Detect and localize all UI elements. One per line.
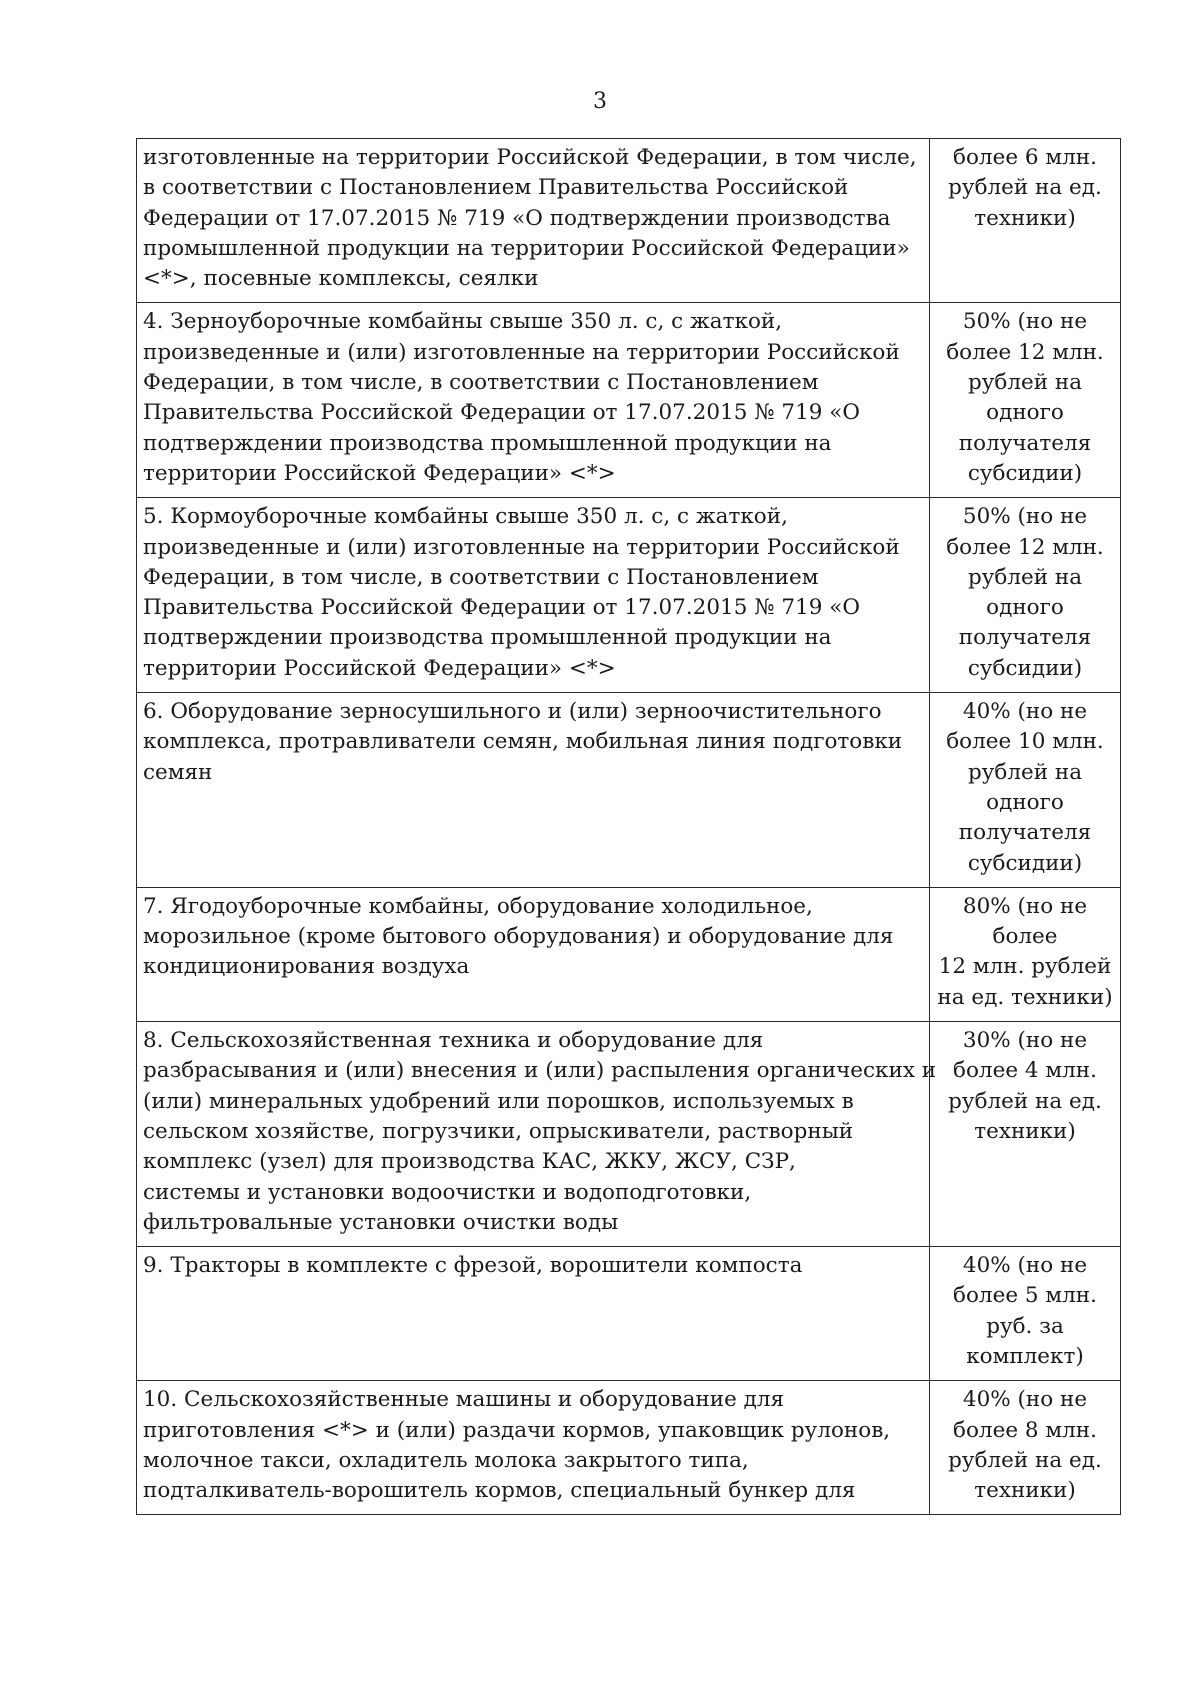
- amount-line: получателя: [958, 820, 1092, 846]
- amount-line: техники): [974, 1478, 1076, 1504]
- amount-line: 40% (но не: [962, 1387, 1088, 1413]
- description-line: комплекса, протравливатели семян, мобильная линия подготовки: [143, 729, 903, 755]
- amount-line: рублей на: [967, 370, 1083, 396]
- amount-line: 40% (но не: [962, 699, 1088, 725]
- description-line: 5. Кормоуборочные комбайны свыше 350 л. с, с жаткой,: [143, 504, 788, 530]
- amount-line: более 10 млн.: [946, 729, 1104, 755]
- amount-line: получателя: [958, 625, 1092, 651]
- amount-line: более 12 млн.: [946, 339, 1104, 365]
- amount-line: более 6 млн.: [953, 145, 1097, 170]
- description-line: 7. Ягодоуборочные комбайны, оборудование холодильное,: [143, 893, 813, 919]
- amount-line: рублей на: [967, 759, 1083, 785]
- amount-line: субсидии): [967, 850, 1083, 876]
- table-row: [137, 1381, 1121, 1515]
- equipment-description-cell: [137, 887, 930, 1021]
- table-row: [137, 139, 1121, 303]
- amount-line: рублей на: [967, 564, 1083, 590]
- subsidy-amount-cell: [930, 1247, 1121, 1381]
- table-row: [137, 887, 1121, 1021]
- amount-line: комплект): [966, 1343, 1084, 1369]
- equipment-description-cell: [137, 498, 930, 693]
- amount-line: более 4 млн.: [953, 1058, 1097, 1084]
- description-line: Федерации от 17.07.2015 № 719 «О подтверждении производства: [143, 205, 891, 231]
- subsidy-amount-cell: [930, 498, 1121, 693]
- amount-line: 12 млн. рублей: [938, 954, 1112, 980]
- amount-line: субсидии): [967, 460, 1083, 486]
- amount-line: более 8 млн.: [953, 1417, 1097, 1443]
- description-line: фильтровальные установки очистки воды: [143, 1209, 619, 1235]
- description-line: 6. Оборудование зерносушильного и (или) зерноочистительного: [143, 699, 882, 725]
- subsidy-amount-cell: [930, 1381, 1121, 1515]
- description-line: молочное такси, охладитель молока закрытого типа,: [143, 1447, 749, 1473]
- description-line: промышленной продукции на территории Российской Федерации»: [143, 235, 910, 261]
- amount-line: более: [992, 924, 1058, 950]
- subsidy-amount-cell: [930, 139, 1121, 303]
- description-line: системы и установки водоочистки и водоподготовки,: [143, 1179, 752, 1205]
- description-line: подтверждении производства промышленной продукции на: [143, 625, 832, 651]
- description-line: в соответствии с Постановлением Правительства Российской: [143, 175, 849, 201]
- description-line: 9. Тракторы в комплекте с фрезой, ворошители компоста: [143, 1253, 803, 1279]
- description-line: (или) минеральных удобрений или порошков, используемых в: [143, 1088, 854, 1114]
- amount-line: 50% (но не: [962, 504, 1088, 530]
- description-line: разбрасывания и (или) внесения и (или) распыления органических и: [143, 1058, 937, 1084]
- description-line: комплекс (узел) для производства КАС, ЖКУ, ЖСУ, СЗР,: [143, 1149, 796, 1175]
- amount-line: на ед. техники): [937, 984, 1113, 1010]
- amount-line: субсидии): [967, 655, 1083, 681]
- description-line: 4. Зерноуборочные комбайны свыше 350 л. с, с жаткой,: [143, 309, 783, 335]
- description-line: семян: [143, 759, 213, 785]
- description-line: <*>, посевные комплексы, сеялки: [143, 266, 539, 292]
- table-row: [137, 303, 1121, 498]
- description-line: 10. Сельскохозяйственные машины и оборудование для: [143, 1387, 785, 1413]
- subsidy-amount-cell: [930, 887, 1121, 1021]
- amount-line: рублей на ед.: [948, 1088, 1102, 1114]
- description-line: территории Российской Федерации» <*>: [143, 655, 616, 681]
- page-number: 3: [593, 89, 607, 114]
- amount-line: рублей на ед.: [948, 175, 1102, 201]
- description-line: территории Российской Федерации» <*>: [143, 460, 616, 486]
- amount-line: 80% (но не: [962, 893, 1088, 919]
- description-line: Правительства Российской Федерации от 17.07.2015 № 719 «О: [143, 595, 861, 621]
- table-body: [137, 139, 1121, 1515]
- amount-line: техники): [974, 205, 1076, 231]
- equipment-description-cell: [137, 139, 930, 303]
- description-line: Федерации, в том числе, в соответствии с Постановлением: [143, 564, 819, 590]
- description-line: подталкиватель-ворошитель кормов, специальный бункер для: [143, 1478, 856, 1504]
- description-line: произведенные и (или) изготовленные на территории Российской: [143, 534, 900, 560]
- amount-line: одного: [986, 789, 1064, 815]
- table-row: [137, 1247, 1121, 1381]
- table-row: [137, 693, 1121, 888]
- description-line: подтверждении производства промышленной продукции на: [143, 430, 832, 456]
- subsidy-amount-cell: [930, 303, 1121, 498]
- description-line: 8. Сельскохозяйственная техника и оборудование для: [143, 1028, 764, 1054]
- subsidy-amount-cell: [930, 693, 1121, 888]
- amount-line: более 12 млн.: [946, 534, 1104, 560]
- equipment-description-cell: [137, 303, 930, 498]
- equipment-description-cell: [137, 693, 930, 888]
- amount-line: получателя: [958, 430, 1092, 456]
- equipment-description-cell: [137, 1247, 930, 1381]
- amount-line: 40% (но не: [962, 1253, 1088, 1279]
- equipment-description-cell: [137, 1381, 930, 1515]
- amount-line: техники): [974, 1118, 1076, 1144]
- amount-line: 50% (но не: [962, 309, 1088, 335]
- amount-line: более 5 млн.: [953, 1283, 1097, 1309]
- table-row: [137, 498, 1121, 693]
- amount-line: 30% (но не: [962, 1028, 1088, 1054]
- description-line: кондиционирования воздуха: [143, 954, 470, 980]
- description-line: Федерации, в том числе, в соответствии с Постановлением: [143, 370, 819, 396]
- table-row: [137, 1022, 1121, 1247]
- subsidy-amount-cell: [930, 1022, 1121, 1247]
- description-line: произведенные и (или) изготовленные на территории Российской: [143, 339, 900, 365]
- amount-line: одного: [986, 595, 1064, 621]
- description-line: морозильное (кроме бытового оборудования) и оборудование для: [143, 924, 894, 950]
- amount-line: одного: [986, 400, 1064, 426]
- description-line: сельском хозяйстве, погрузчики, опрыскиватели, растворный: [143, 1118, 854, 1144]
- amount-line: руб. за: [986, 1313, 1064, 1339]
- amount-line: рублей на ед.: [948, 1447, 1102, 1473]
- subsidy-table: [136, 138, 1121, 1515]
- description-line: приготовления <*> и (или) раздачи кормов, упаковщик рулонов,: [143, 1417, 891, 1443]
- description-line: Правительства Российской Федерации от 17.07.2015 № 719 «О: [143, 400, 861, 426]
- equipment-description-cell: [137, 1022, 937, 1247]
- description-line: изготовленные на территории Российской Федерации, в том числе,: [143, 145, 917, 170]
